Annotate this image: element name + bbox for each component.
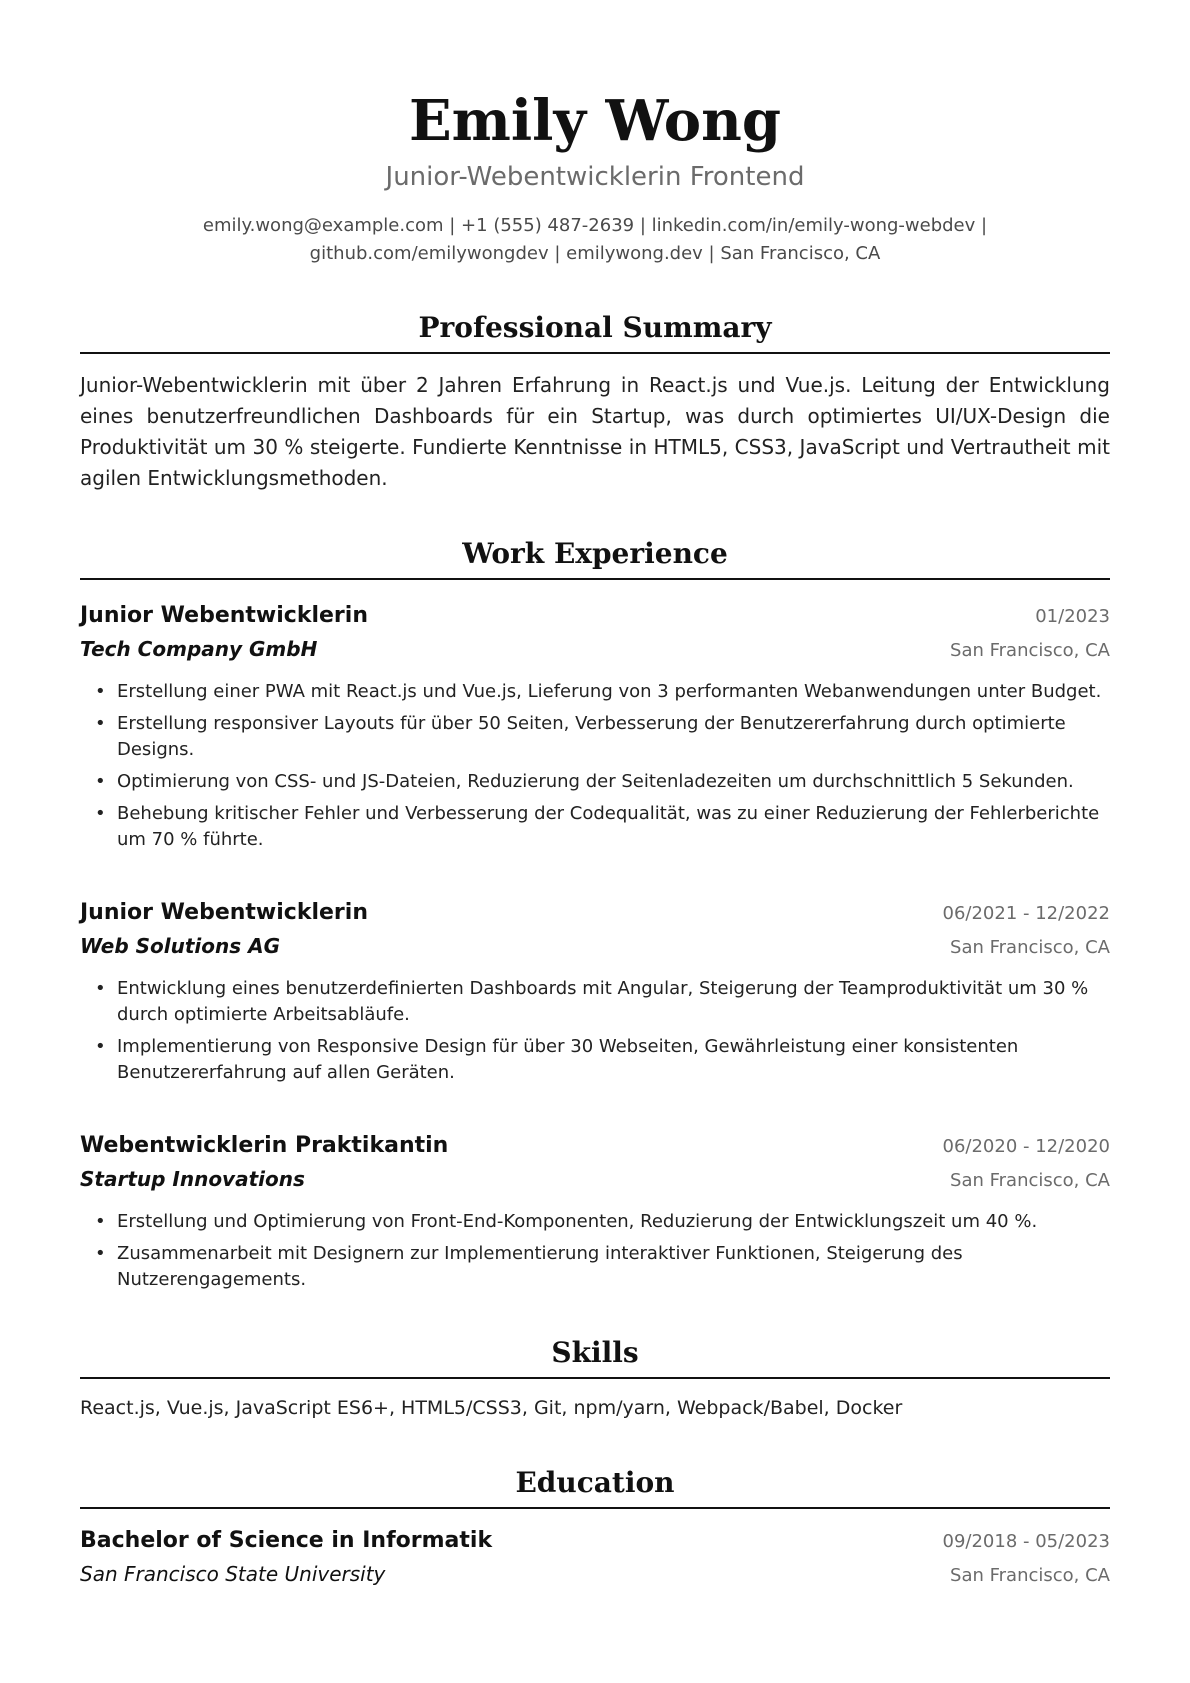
job-company-row bbox=[80, 1163, 1110, 1197]
job-entry bbox=[80, 1130, 1110, 1293]
skills-text: React.js, Vue.js, JavaScript ES6+, HTML5/CSS3, Git, npm/yarn, Webpack/Babel, Docker bbox=[80, 1397, 903, 1419]
job-company: Tech Company GmbH bbox=[80, 637, 318, 661]
job-entry bbox=[80, 600, 1110, 853]
experience-title: Work Experience bbox=[80, 534, 1110, 580]
job-company-row bbox=[80, 633, 1110, 667]
job-title: Junior Webentwicklerin bbox=[80, 603, 368, 628]
education-school: San Francisco State University bbox=[80, 1562, 386, 1586]
job-bullets bbox=[80, 679, 1110, 853]
job-header-row bbox=[80, 897, 1110, 930]
bullet-text: Optimierung von CSS- und JS-Dateien, Reduzierung der Seitenladezeiten um durchschnittlich 5 Sekunden. bbox=[117, 771, 1074, 792]
job-company: Startup Innovations bbox=[80, 1167, 305, 1191]
bullet-text: Behebung kritischer Fehler und Verbesserung der Codequalität, was zu einer Reduzierung der Fehlerberichte um 70 % führte. bbox=[117, 803, 1100, 850]
job-location: San Francisco, CA bbox=[950, 937, 1110, 958]
education-school-row bbox=[80, 1558, 1110, 1592]
education-location: San Francisco, CA bbox=[950, 1565, 1110, 1586]
job-title: Junior Webentwicklerin bbox=[80, 900, 368, 925]
education-header-row bbox=[80, 1525, 1110, 1558]
job-location: San Francisco, CA bbox=[950, 1170, 1110, 1191]
job-entry bbox=[80, 897, 1110, 1086]
bullet-icon: • bbox=[95, 771, 106, 792]
bullet-text: Erstellung einer PWA mit React.js und Vue.js, Lieferung von 3 performanten Webanwendungen unter Budget. bbox=[117, 681, 1102, 702]
summary-section bbox=[80, 308, 1110, 494]
skills-section bbox=[80, 1333, 1110, 1423]
job-header-row bbox=[80, 1130, 1110, 1163]
bullet-text: Erstellung responsiver Layouts für über 50 Seiten, Verbesserung der Benutzererfahrung durch optimierte Designs. bbox=[117, 713, 1066, 760]
job-bullets bbox=[80, 1209, 1110, 1293]
bullet-icon: • bbox=[95, 681, 106, 702]
job-bullet bbox=[80, 769, 1110, 795]
summary-title: Professional Summary bbox=[80, 308, 1110, 354]
job-bullet bbox=[80, 976, 1110, 1028]
job-bullet bbox=[80, 801, 1110, 853]
bullet-icon: • bbox=[95, 1036, 106, 1057]
education-entry bbox=[80, 1525, 1110, 1592]
contact-info bbox=[80, 212, 1110, 268]
bullet-icon: • bbox=[95, 713, 106, 734]
education-section bbox=[80, 1463, 1110, 1592]
job-date: 01/2023 bbox=[1035, 606, 1110, 627]
bullet-icon: • bbox=[95, 978, 106, 999]
job-date: 06/2020 - 12/2020 bbox=[942, 1136, 1110, 1157]
job-location: San Francisco, CA bbox=[950, 640, 1110, 661]
job-bullet bbox=[80, 1241, 1110, 1293]
job-bullets bbox=[80, 976, 1110, 1086]
resume-header bbox=[80, 0, 1110, 268]
candidate-name: Emily Wong bbox=[408, 88, 782, 154]
bullet-text: Entwicklung eines benutzerdefinierten Dashboards mit Angular, Steigerung der Teamproduktivität um 30 % durch optimierte Arbeitsabläufe. bbox=[117, 978, 1089, 1025]
job-company: Web Solutions AG bbox=[80, 934, 281, 958]
job-bullet bbox=[80, 711, 1110, 763]
education-degree: Bachelor of Science in Informatik bbox=[80, 1528, 493, 1553]
job-date: 06/2021 - 12/2022 bbox=[942, 903, 1110, 924]
bullet-text: Implementierung von Responsive Design für über 30 Webseiten, Gewährleistung einer konsistenten Benutzererfahrung auf allen Geräten. bbox=[117, 1036, 1019, 1083]
contact-line-1: emily.wong@example.com | +1 (555) 487-2639 | linkedin.com/in/emily-wong-webdev | bbox=[202, 215, 988, 236]
job-bullet bbox=[80, 679, 1110, 705]
job-title: Webentwicklerin Praktikantin bbox=[80, 1133, 449, 1158]
job-company-row bbox=[80, 930, 1110, 964]
education-date: 09/2018 - 05/2023 bbox=[942, 1531, 1110, 1552]
job-header-row bbox=[80, 600, 1110, 633]
bullet-icon: • bbox=[95, 1243, 106, 1264]
skills-title: Skills bbox=[80, 1333, 1110, 1379]
experience-section bbox=[80, 534, 1110, 1293]
bullet-icon: • bbox=[95, 803, 106, 824]
bullet-icon: • bbox=[95, 1211, 106, 1232]
summary-text: Junior-Webentwicklerin mit über 2 Jahren Erfahrung in React.js und Vue.js. Leitung der Entwicklung eines benutzerfreundlichen Dashboards für ein Startup, was durch optimiertes UI/UX-Design die Produktivität um 30 % steigerte. Fundierte Kenntnisse in HTML5, CSS3, JavaScript und Vertrautheit mit agilen Entwicklungsmethoden. bbox=[80, 373, 1110, 490]
job-bullet bbox=[80, 1034, 1110, 1086]
bullet-text: Zusammenarbeit mit Designern zur Implementierung interaktiver Funktionen, Steigerung des Nutzerengagements. bbox=[117, 1243, 963, 1290]
contact-line-2: github.com/emilywongdev | emilywong.dev | San Francisco, CA bbox=[309, 243, 881, 264]
bullet-text: Erstellung und Optimierung von Front-End-Komponenten, Reduzierung der Entwicklungszeit um 40 %. bbox=[117, 1211, 1038, 1232]
candidate-tagline: Junior-Webentwicklerin Frontend bbox=[385, 162, 805, 192]
education-title: Education bbox=[80, 1463, 1110, 1509]
job-bullet bbox=[80, 1209, 1110, 1235]
